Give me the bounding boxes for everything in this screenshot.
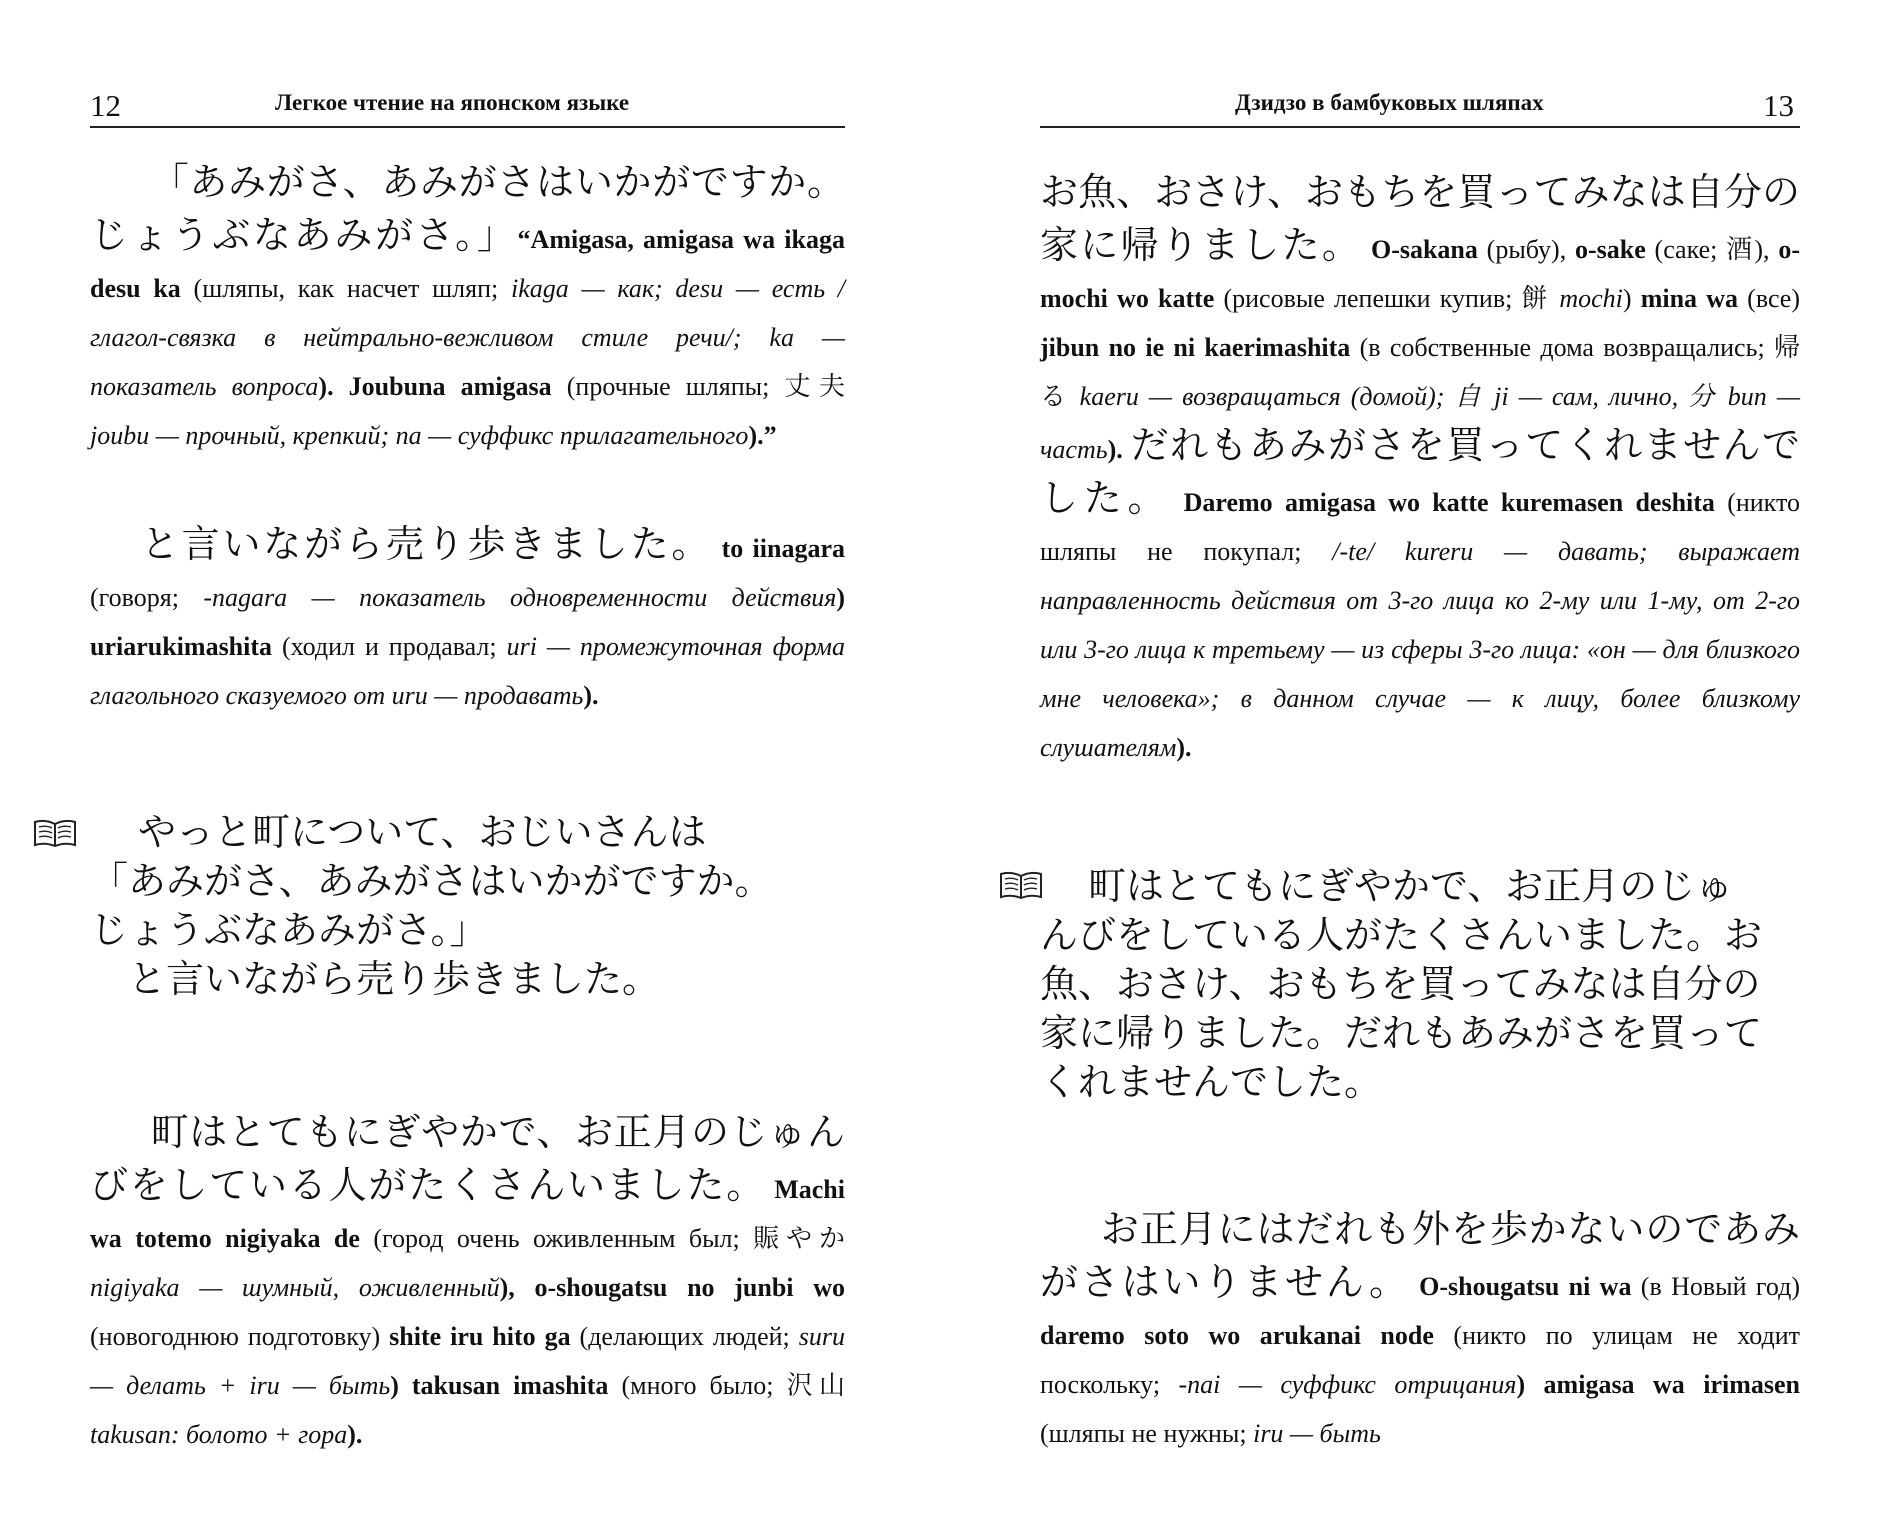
gloss-text: -nai — суффикс отрицания — [1178, 1370, 1517, 1399]
reading-passage — [1040, 862, 1810, 1107]
romaji-text: ) takusan imashita — [390, 1371, 609, 1400]
running-title: Легкое чтение на японском языке — [275, 90, 630, 115]
romaji-text: Machi wa totemo nigiyaka de — [90, 1175, 845, 1253]
punctuation: ).” — [748, 421, 777, 450]
translation-text: (в Новый год) — [1631, 1272, 1801, 1301]
translation-text: (прочные шляпы; 丈夫 — [551, 372, 846, 401]
japanese-text: お正月にはだれも外を歩かないのであみがさはいりません。 — [1040, 1207, 1800, 1304]
translation-text: (рыбу), — [1477, 235, 1575, 264]
reading-line: と言いながら売り歩きました。 — [90, 957, 661, 1001]
translation-text: (новогоднюю подготовку) — [90, 1322, 390, 1351]
translation-text: (никто по улицам не ходит поскольку; — [1040, 1321, 1800, 1399]
translation-text: (в собственные дома возвращались; 帰る — [1040, 333, 1800, 411]
gloss-text: suru — делать + iru — быть — [90, 1322, 845, 1400]
running-title: Дзидзо в бамбуковых шляпах — [1235, 90, 1544, 115]
romaji-text: ), o-shougatsu no junbi wo — [499, 1273, 845, 1302]
reading-passage — [90, 808, 850, 1004]
reading-line: 家に帰りました。だれもあみがさを買って — [1040, 1011, 1763, 1055]
left-page-header — [90, 86, 845, 128]
japanese-text: 町はとてもにぎやかで、お正月のじゅんびをしている人がたくさんいました。 — [90, 1110, 845, 1207]
gloss-text: nigiyaka — шумный, оживленный — [90, 1273, 500, 1302]
romaji-text: shite iru hito ga — [389, 1322, 571, 1351]
romaji-text: mina wa — [1640, 284, 1738, 313]
translation-text: (рисовые лепешки купив; 餅 — [1214, 284, 1560, 313]
page-number: 12 — [90, 88, 121, 123]
gloss-text: kaeru — возвращаться (домой); 自 ji — сам, лично, 分 bun — часть — [1040, 382, 1800, 464]
translation-text: (шляпы, как насчет шляп; — [180, 274, 511, 303]
romaji-text: O-shougatsu ni wa — [1409, 1272, 1632, 1301]
translation-text: (говоря; — [90, 583, 204, 612]
punctuation: ). — [583, 681, 599, 710]
gloss-text: takusan: болото + гора — [90, 1420, 348, 1449]
punctuation: ). — [1107, 435, 1131, 464]
punctuation: ). — [347, 1420, 363, 1449]
commentary-paragraph — [90, 1108, 845, 1459]
gloss-text: /-te/ kureru — давать; выражает направленность действия от 3-го лица ко 2-му или 1-му, от 2-го или 3-го лица к третьему — из сферы 3-го лица: «он — для близкого мне человека»; в данном случае — к лицу, более близкому слушателям — [1040, 537, 1800, 762]
japanese-text: 「あみがさ、あみがさはいかがですか。 — [150, 160, 845, 204]
romaji-text: “Amigasa, amigasa wa ikaga desu ka — [90, 225, 845, 303]
gloss-text: -nagara — показатель одновременности действия — [203, 583, 837, 612]
translation-text: (много было; 沢山 — [608, 1371, 845, 1400]
commentary-paragraph — [90, 158, 845, 460]
gloss-text: uri — промежуточная форма глагольного сказуемого от uru — продавать — [90, 632, 845, 710]
reading-line: やっと町について、おじいさんは — [138, 810, 707, 854]
romaji-text: ) uriarukimashita — [90, 583, 845, 661]
romaji-text: Daremo amigasa wo katte kuremasen deshita — [1171, 488, 1715, 517]
open-book-icon — [32, 818, 78, 848]
romaji-text: o-mochi wo katte — [1040, 235, 1800, 313]
punctuation: ). — [1176, 733, 1192, 762]
romaji-text: O-sakana — [1362, 235, 1478, 264]
reading-line: 「あみがさ、あみがさはいかがですか。 — [90, 859, 773, 903]
romaji-text: o-sake — [1574, 235, 1646, 264]
romaji-text: jibun no ie ni kaerimashita — [1040, 333, 1351, 362]
translation-text: (шляпы не нужны; — [1040, 1419, 1254, 1448]
japanese-text: と言いながら売り歩きました。 — [138, 522, 713, 566]
translation-text: (саке; 酒), — [1645, 235, 1779, 264]
romaji-text: to iinagara — [712, 534, 845, 563]
gloss-text: mochi — [1559, 284, 1623, 313]
reading-line: くれませんでした。 — [1040, 1060, 1383, 1104]
reading-line: じょうぶなあみがさ。」 — [90, 908, 488, 952]
japanese-text: だれもあみがさを買ってくれませんでした。 — [1040, 423, 1800, 520]
commentary-paragraph — [1040, 168, 1800, 772]
right-page — [940, 0, 1877, 1531]
japanese-text: お魚、おさけ、おもちを買ってみなは自分の家に帰りました。 — [1040, 170, 1800, 267]
commentary-paragraph — [90, 520, 845, 720]
gloss-text: ikaga — как; desu — есть /глагол-связка в нейтрально-вежливом стиле речи/; ka — показатель вопроса — [90, 274, 846, 401]
translation-text: (все) — [1738, 284, 1801, 313]
commentary-paragraph — [1040, 1205, 1800, 1458]
right-page-header — [1040, 86, 1800, 128]
translation-text: ) — [1622, 284, 1641, 313]
romaji-text: ). Joubuna amigasa — [318, 372, 552, 401]
reading-line: 魚、おさけ、おもちを買ってみなは自分の — [1040, 962, 1761, 1006]
translation-text: (никто шляпы не покупал; — [1040, 488, 1800, 566]
gloss-text: iru — быть — [1253, 1419, 1381, 1448]
translation-text: (ходил и продавал; — [272, 632, 507, 661]
translation-text: (делающих людей; — [570, 1322, 799, 1351]
page-number: 13 — [1763, 88, 1794, 123]
open-book-icon — [998, 870, 1044, 900]
translation-text: (город очень оживленным был; 賑やか — [359, 1224, 845, 1253]
gloss-text: joubu — прочный, крепкий; na — суффикс прилагательного — [90, 421, 749, 450]
japanese-text: じょうぶなあみがさ。」 — [90, 213, 518, 257]
romaji-text: daremo soto wo arukanai node — [1040, 1321, 1434, 1350]
romaji-text: ) amigasa wa irimasen — [1516, 1370, 1800, 1399]
reading-line: んびをしている人がたくさんいました。お — [1040, 913, 1763, 957]
reading-line: 町はとてもにぎやかで、お正月のじゅ — [1088, 864, 1734, 908]
